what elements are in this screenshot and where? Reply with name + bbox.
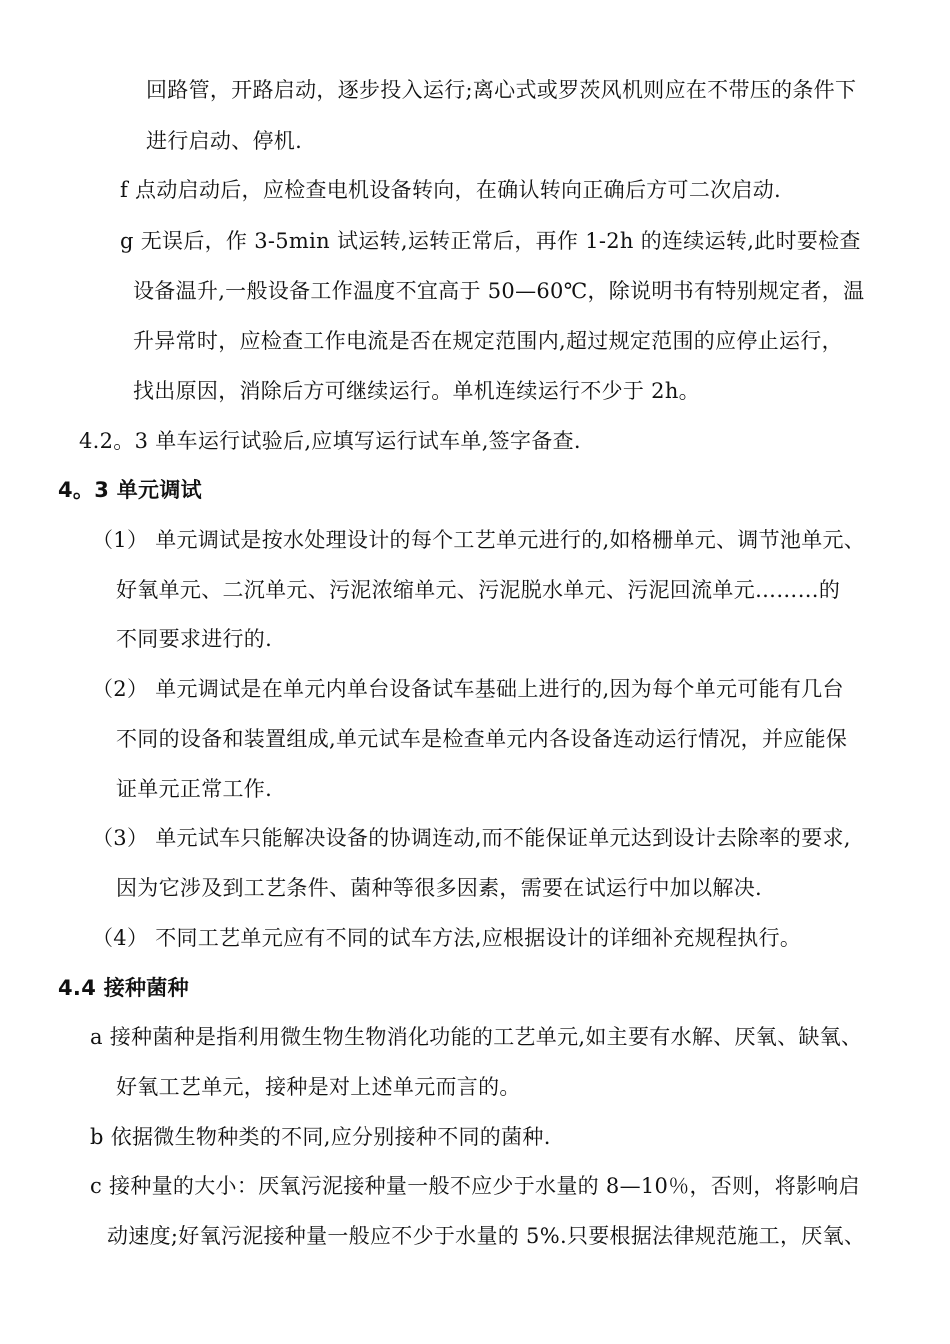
text-line-15: 证单元正常工作. [116,777,273,801]
text-line-6: 升异常时，应检查工作电流是否在规定范围内,超过规定范围的应停止运行， [133,329,843,353]
section-heading-4-4: 4.4 接种菌种 [58,976,189,1000]
text-line-12: 不同要求进行的. [116,627,273,651]
text-line-7: 找出原因，消除后方可继续运行。单机连续运行不少于 2h。 [133,379,700,403]
text-line-21: 好氧工艺单元，接种是对上述单元而言的。 [116,1075,521,1099]
text-line-20: a 接种菌种是指利用微生物生物消化功能的工艺单元,如主要有水解、厌氧、缺氧、 [90,1025,863,1049]
text-line-3: f 点动启动后，应检查电机设备转向，在确认转向正确后方可二次启动. [120,178,782,202]
text-line-4: g 无误后，作 3-5min 试运转,运转正常后，再作 1-2h 的连续运转,此时要检查 [120,229,861,253]
text-line-10: （1） 单元调试是按水处理设计的每个工艺单元进行的,如格栅单元、调节池单元、 [92,528,866,552]
text-line-23: c 接种量的大小：厌氧污泥接种量一般不应少于水量的 8—10％，否则，将影响启 [90,1174,860,1198]
text-line-22: b 依据微生物种类的不同,应分别接种不同的菌种. [90,1125,551,1149]
text-line-18: （4） 不同工艺单元应有不同的试车方法,应根据设计的详细补充规程执行。 [92,926,802,950]
text-line-24: 动速度;好氧污泥接种量一般应不少于水量的 5%.只要根据法律规范施工，厌氧、 [107,1224,866,1248]
text-line-17: 因为它涉及到工艺条件、菌种等很多因素，需要在试运行中加以解决. [116,876,762,900]
section-heading-4-3: 4。3 单元调试 [58,478,202,502]
text-line-8: 4.2。3 单车运行试验后,应填写运行试车单,签字备查. [79,429,581,453]
text-line-11: 好氧单元、二沉单元、污泥浓缩单元、污泥脱水单元、污泥回流单元………的 [116,578,841,602]
text-line-2: 进行启动、停机. [146,129,303,153]
text-line-16: （3） 单元试车只能解决设备的协调连动,而不能保证单元达到设计去除率的要求, [92,826,851,850]
text-line-1: 回路管，开路启动，逐步投入运行;离心式或罗茨风机则应在不带压的条件下 [146,78,857,102]
text-line-13: （2） 单元调试是在单元内单台设备试车基础上进行的,因为每个单元可能有几台 [92,677,844,701]
text-line-14: 不同的设备和装置组成,单元试车是检查单元内各设备连动运行情况，并应能保 [116,727,848,751]
text-line-5: 设备温升,一般设备工作温度不宜高于 50—60℃，除说明书有特别规定者，温 [133,279,865,303]
